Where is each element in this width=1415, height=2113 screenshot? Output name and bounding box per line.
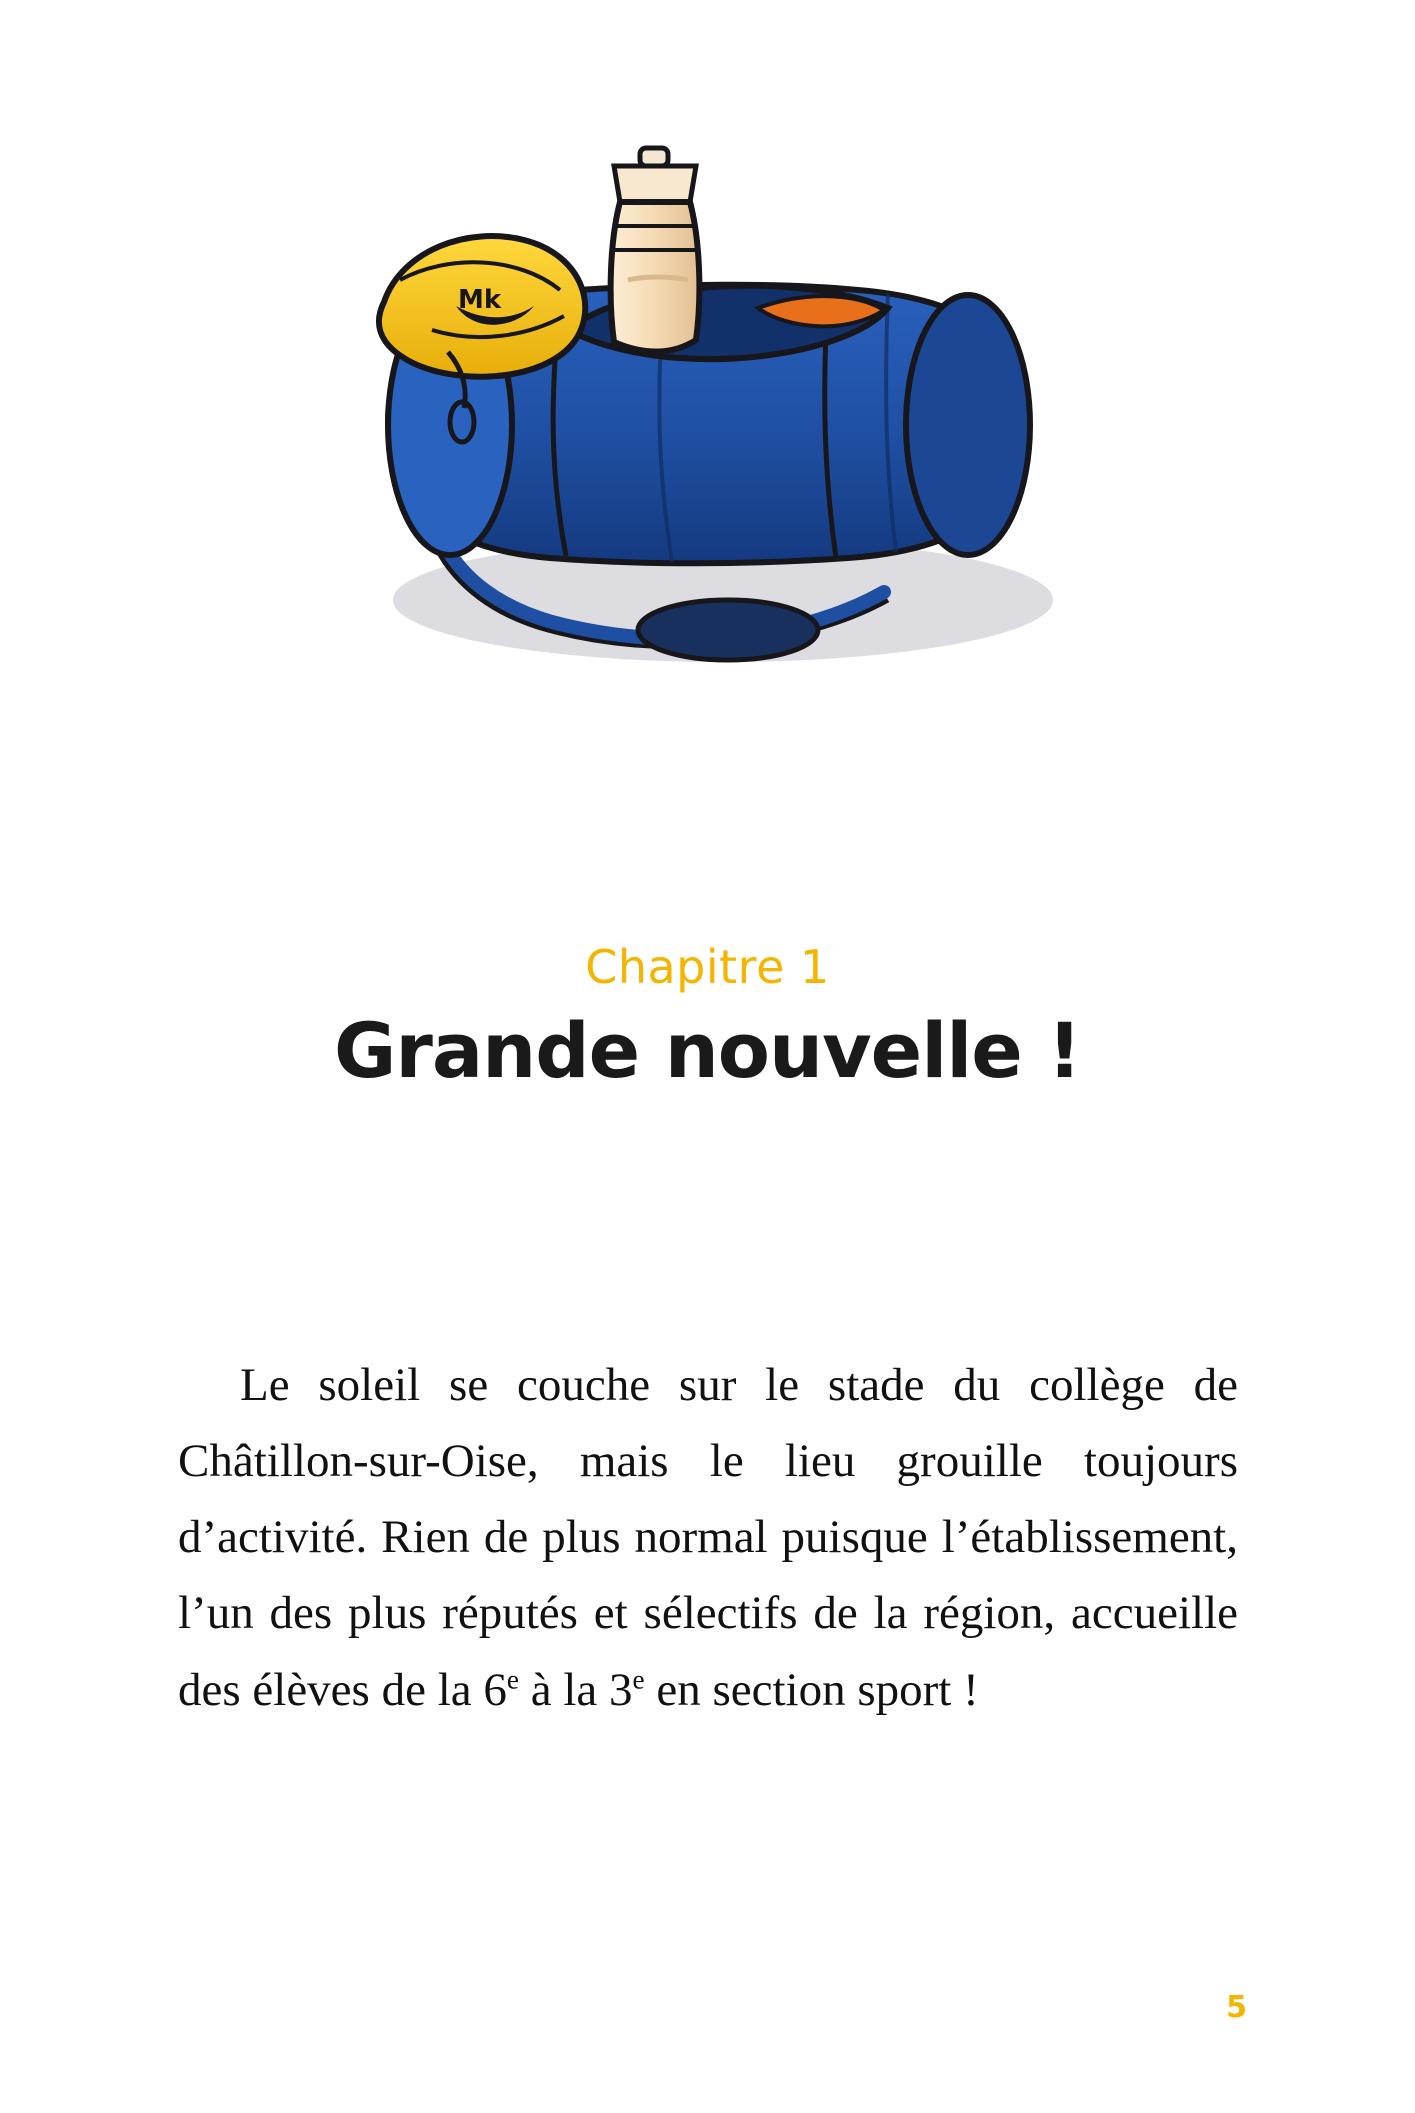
chapter-title: Grande nouvelle ! xyxy=(334,1006,1081,1096)
bag-end-right xyxy=(906,295,1030,555)
chapter-heading xyxy=(0,940,1415,1095)
ordinal-sup-2: e xyxy=(632,1663,645,1694)
water-bottle xyxy=(610,148,699,352)
paragraph-text-part-1: Le soleil se couche sur le stade du collège de Châtillon-sur-Oise, mais le lieu grouille toujours d’activité. Rien de plus normal puisque l’établissement, l’un des plus réputés et sélectifs de la région, accueille des élèves de la 6 xyxy=(178,1359,1238,1716)
paragraph-text-part-2: à la 3 xyxy=(518,1663,633,1716)
paragraph-text-part-3: en section sport ! xyxy=(644,1663,979,1716)
svg-text:Mk: Mk xyxy=(457,285,501,315)
strap-pad xyxy=(638,600,818,660)
ordinal-sup-1: e xyxy=(506,1663,519,1694)
body-paragraph xyxy=(178,1347,1238,1728)
chapter-number: Chapitre 1 xyxy=(585,940,830,994)
chapter-illustration xyxy=(0,130,1415,830)
page-number: 5 xyxy=(1226,1990,1247,2025)
sneaker xyxy=(378,236,584,377)
